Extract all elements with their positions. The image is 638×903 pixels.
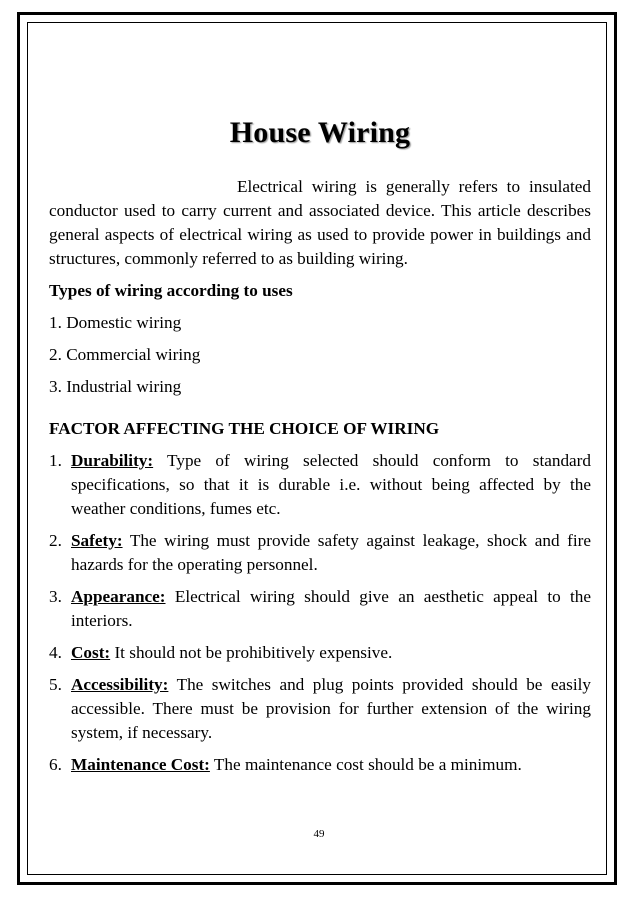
- factor-item: [49, 585, 591, 633]
- types-heading: Types of wiring according to uses: [49, 281, 293, 300]
- factor-number: 5.: [49, 675, 62, 694]
- factor-term: Accessibility:: [71, 675, 169, 694]
- factor-term: Cost:: [71, 643, 111, 662]
- list-item-text: Domestic wiring: [66, 313, 182, 332]
- list-item: [49, 343, 591, 367]
- factor-number: 6.: [49, 755, 62, 774]
- factor-item: [49, 673, 591, 745]
- factor-text: It should not be prohibitively expensive.: [114, 643, 393, 662]
- factor-text: Electrical wiring should give an aesthetic appeal to the interiors.: [71, 587, 592, 630]
- page-title: House Wiring: [229, 116, 411, 149]
- list-item-text: Industrial wiring: [66, 377, 182, 396]
- list-item-number: 1.: [49, 313, 62, 332]
- list-item-number: 3.: [49, 377, 62, 396]
- factor-term: Appearance:: [71, 587, 166, 606]
- factor-number: 1.: [49, 451, 62, 470]
- factor-term: Maintenance Cost:: [71, 755, 210, 774]
- factor-heading: FACTOR AFFECTING THE CHOICE OF WIRING: [49, 419, 440, 438]
- factor-number: 2.: [49, 531, 62, 550]
- factor-text: The maintenance cost should be a minimum.: [213, 755, 522, 774]
- factor-item: [49, 753, 591, 777]
- page-content: [49, 107, 591, 777]
- list-item: [49, 311, 591, 335]
- intro-paragraph: Electrical wiring is generally refers to insulated conductor used to carry current and associated device. This article describes general aspects of electrical wiring as used to provide power in buildings and structures, commonly referred to as building wiring.: [49, 177, 591, 268]
- factor-item: [49, 529, 591, 577]
- page-number: 49: [313, 828, 325, 840]
- factor-item: [49, 641, 591, 665]
- factor-number: 3.: [49, 587, 62, 606]
- types-list: [49, 311, 591, 399]
- factor-term: Safety:: [71, 531, 123, 550]
- factor-text: Type of wiring selected should conform to standard specifications, so that it is durable i.e. without being affected by the weather conditions, fumes etc.: [71, 451, 591, 518]
- factor-text: The wiring must provide safety against leakage, shock and fire hazards for the operating personnel.: [71, 531, 591, 574]
- list-item: [49, 375, 591, 399]
- factor-number: 4.: [49, 643, 62, 662]
- factor-text: The switches and plug points provided should be easily accessible. There must be provision for further extension of the wiring system, if necessary.: [71, 675, 591, 742]
- factors-list: [49, 449, 591, 777]
- list-item-number: 2.: [49, 345, 62, 364]
- factor-item: [49, 449, 591, 521]
- factor-term: Durability:: [71, 451, 154, 470]
- list-item-text: Commercial wiring: [66, 345, 201, 364]
